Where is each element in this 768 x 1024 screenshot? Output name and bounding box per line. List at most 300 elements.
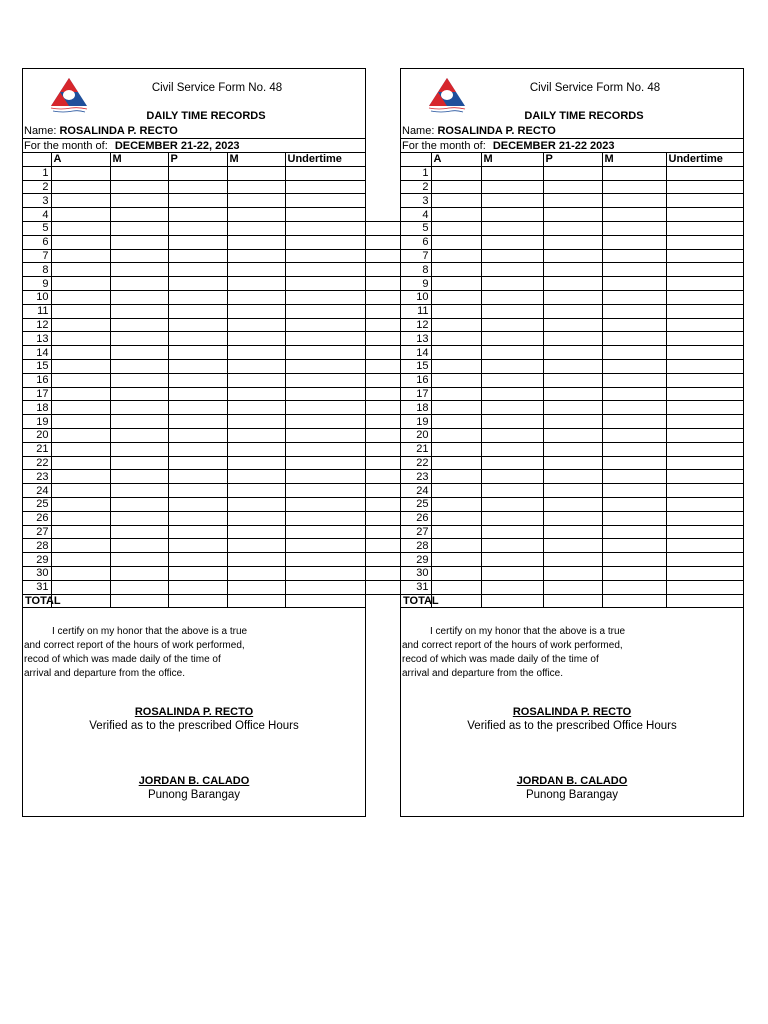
time-cell[interactable] [431,180,481,194]
time-cell[interactable] [543,428,602,442]
time-cell[interactable] [602,470,666,484]
time-cell[interactable] [431,484,481,498]
time-cell[interactable] [110,580,168,594]
time-cell[interactable] [227,484,285,498]
time-cell[interactable] [285,221,365,235]
time-cell[interactable] [481,442,543,456]
time-cell[interactable] [110,525,168,539]
time-cell[interactable] [431,346,481,360]
time-cell[interactable] [285,332,365,346]
time-cell[interactable] [666,525,743,539]
time-cell[interactable] [227,194,285,208]
time-cell[interactable] [431,511,481,525]
time-cell[interactable] [602,304,666,318]
time-cell[interactable] [168,525,227,539]
time-cell[interactable] [227,470,285,484]
time-cell[interactable] [227,290,285,304]
time-cell[interactable] [602,401,666,415]
time-cell[interactable] [110,470,168,484]
time-cell[interactable] [602,525,666,539]
time-cell[interactable] [168,553,227,567]
time-cell[interactable] [285,484,365,498]
time-cell[interactable] [51,580,110,594]
time-cell[interactable] [110,566,168,580]
time-cell[interactable] [431,318,481,332]
time-cell[interactable] [227,387,285,401]
time-cell[interactable] [666,180,743,194]
time-cell[interactable] [51,359,110,373]
time-cell[interactable] [666,208,743,222]
time-cell[interactable] [431,525,481,539]
time-cell[interactable] [110,346,168,360]
time-cell[interactable] [168,208,227,222]
time-cell[interactable] [51,539,110,553]
time-cell[interactable] [602,359,666,373]
time-cell[interactable] [481,525,543,539]
time-cell[interactable] [285,277,365,291]
time-cell[interactable] [481,387,543,401]
time-cell[interactable] [285,263,365,277]
time-cell[interactable] [168,194,227,208]
time-cell[interactable] [51,249,110,263]
time-cell[interactable] [110,511,168,525]
time-cell[interactable] [227,415,285,429]
time-cell[interactable] [51,566,110,580]
time-cell[interactable] [51,401,110,415]
time-cell[interactable] [431,166,481,180]
time-cell[interactable] [602,539,666,553]
time-cell[interactable] [602,497,666,511]
time-cell[interactable] [227,249,285,263]
time-cell[interactable] [543,511,602,525]
time-cell[interactable] [543,290,602,304]
time-cell[interactable] [51,387,110,401]
time-cell[interactable] [285,346,365,360]
time-cell[interactable] [666,332,743,346]
time-cell[interactable] [602,373,666,387]
time-cell[interactable] [543,221,602,235]
time-cell[interactable] [285,580,365,594]
time-cell[interactable] [602,194,666,208]
time-cell[interactable] [168,415,227,429]
time-cell[interactable] [431,221,481,235]
time-cell[interactable] [227,401,285,415]
time-cell[interactable] [51,180,110,194]
time-cell[interactable] [110,235,168,249]
time-cell[interactable] [285,566,365,580]
time-cell[interactable] [227,497,285,511]
time-cell[interactable] [168,373,227,387]
time-cell[interactable] [666,346,743,360]
time-cell[interactable] [666,401,743,415]
time-cell[interactable] [227,277,285,291]
time-cell[interactable] [51,235,110,249]
time-cell[interactable] [666,442,743,456]
time-cell[interactable] [543,194,602,208]
time-cell[interactable] [666,304,743,318]
time-cell[interactable] [227,428,285,442]
time-cell[interactable] [168,539,227,553]
time-cell[interactable] [227,346,285,360]
time-cell[interactable] [543,553,602,567]
time-cell[interactable] [543,359,602,373]
time-cell[interactable] [227,580,285,594]
time-cell[interactable] [543,180,602,194]
time-cell[interactable] [431,304,481,318]
time-cell[interactable] [110,484,168,498]
time-cell[interactable] [481,180,543,194]
time-cell[interactable] [431,553,481,567]
time-cell[interactable] [666,235,743,249]
time-cell[interactable] [168,456,227,470]
time-cell[interactable] [285,415,365,429]
time-cell[interactable] [110,263,168,277]
time-cell[interactable] [481,359,543,373]
time-cell[interactable] [168,290,227,304]
time-cell[interactable] [110,428,168,442]
time-cell[interactable] [227,208,285,222]
time-cell[interactable] [110,497,168,511]
time-cell[interactable] [543,208,602,222]
time-cell[interactable] [481,553,543,567]
time-cell[interactable] [431,208,481,222]
time-cell[interactable] [168,511,227,525]
time-cell[interactable] [666,373,743,387]
time-cell[interactable] [481,208,543,222]
time-cell[interactable] [110,304,168,318]
time-cell[interactable] [227,166,285,180]
time-cell[interactable] [168,359,227,373]
time-cell[interactable] [110,221,168,235]
time-cell[interactable] [602,235,666,249]
time-cell[interactable] [666,387,743,401]
time-cell[interactable] [227,442,285,456]
time-cell[interactable] [285,304,365,318]
time-cell[interactable] [431,442,481,456]
time-cell[interactable] [285,208,365,222]
time-cell[interactable] [543,346,602,360]
time-cell[interactable] [285,511,365,525]
time-cell[interactable] [227,553,285,567]
time-cell[interactable] [431,373,481,387]
time-cell[interactable] [543,387,602,401]
time-cell[interactable] [666,277,743,291]
time-cell[interactable] [602,290,666,304]
time-cell[interactable] [110,387,168,401]
time-cell[interactable] [168,428,227,442]
time-cell[interactable] [51,277,110,291]
time-cell[interactable] [481,290,543,304]
time-cell[interactable] [227,180,285,194]
time-cell[interactable] [168,470,227,484]
time-cell[interactable] [666,359,743,373]
time-cell[interactable] [110,401,168,415]
time-cell[interactable] [168,166,227,180]
time-cell[interactable] [110,180,168,194]
time-cell[interactable] [602,208,666,222]
time-cell[interactable] [431,415,481,429]
time-cell[interactable] [227,373,285,387]
time-cell[interactable] [110,539,168,553]
time-cell[interactable] [481,194,543,208]
time-cell[interactable] [481,235,543,249]
time-cell[interactable] [285,442,365,456]
time-cell[interactable] [543,373,602,387]
time-cell[interactable] [481,332,543,346]
time-cell[interactable] [602,580,666,594]
time-cell[interactable] [666,456,743,470]
time-cell[interactable] [666,497,743,511]
time-cell[interactable] [110,208,168,222]
time-cell[interactable] [51,346,110,360]
time-cell[interactable] [51,415,110,429]
time-cell[interactable] [285,525,365,539]
time-cell[interactable] [666,580,743,594]
time-cell[interactable] [51,263,110,277]
time-cell[interactable] [110,166,168,180]
time-cell[interactable] [543,442,602,456]
time-cell[interactable] [543,470,602,484]
time-cell[interactable] [285,456,365,470]
time-cell[interactable] [168,566,227,580]
time-cell[interactable] [666,553,743,567]
time-cell[interactable] [666,318,743,332]
time-cell[interactable] [543,318,602,332]
time-cell[interactable] [51,484,110,498]
time-cell[interactable] [543,456,602,470]
time-cell[interactable] [227,235,285,249]
time-cell[interactable] [431,249,481,263]
time-cell[interactable] [666,415,743,429]
time-cell[interactable] [110,456,168,470]
time-cell[interactable] [431,290,481,304]
time-cell[interactable] [431,428,481,442]
time-cell[interactable] [431,359,481,373]
time-cell[interactable] [168,346,227,360]
time-cell[interactable] [51,553,110,567]
time-cell[interactable] [602,484,666,498]
time-cell[interactable] [481,263,543,277]
time-cell[interactable] [431,332,481,346]
time-cell[interactable] [666,539,743,553]
time-cell[interactable] [481,511,543,525]
time-cell[interactable] [51,525,110,539]
time-cell[interactable] [227,318,285,332]
time-cell[interactable] [481,484,543,498]
time-cell[interactable] [602,221,666,235]
time-cell[interactable] [481,566,543,580]
time-cell[interactable] [602,332,666,346]
time-cell[interactable] [168,332,227,346]
time-cell[interactable] [168,221,227,235]
time-cell[interactable] [602,277,666,291]
time-cell[interactable] [666,194,743,208]
time-cell[interactable] [481,249,543,263]
time-cell[interactable] [602,387,666,401]
time-cell[interactable] [543,539,602,553]
time-cell[interactable] [110,359,168,373]
time-cell[interactable] [285,235,365,249]
time-cell[interactable] [602,566,666,580]
time-cell[interactable] [602,263,666,277]
time-cell[interactable] [285,180,365,194]
time-cell[interactable] [285,497,365,511]
time-cell[interactable] [110,373,168,387]
time-cell[interactable] [168,277,227,291]
time-cell[interactable] [227,221,285,235]
time-cell[interactable] [543,484,602,498]
time-cell[interactable] [543,249,602,263]
time-cell[interactable] [543,497,602,511]
time-cell[interactable] [481,580,543,594]
time-cell[interactable] [431,194,481,208]
time-cell[interactable] [110,290,168,304]
time-cell[interactable] [227,332,285,346]
time-cell[interactable] [285,318,365,332]
time-cell[interactable] [431,470,481,484]
time-cell[interactable] [481,318,543,332]
time-cell[interactable] [285,428,365,442]
time-cell[interactable] [481,415,543,429]
time-cell[interactable] [168,580,227,594]
time-cell[interactable] [481,428,543,442]
time-cell[interactable] [481,497,543,511]
time-cell[interactable] [481,346,543,360]
time-cell[interactable] [110,318,168,332]
time-cell[interactable] [168,442,227,456]
time-cell[interactable] [602,456,666,470]
time-cell[interactable] [110,277,168,291]
time-cell[interactable] [481,456,543,470]
time-cell[interactable] [51,373,110,387]
time-cell[interactable] [168,263,227,277]
time-cell[interactable] [481,373,543,387]
time-cell[interactable] [227,359,285,373]
time-cell[interactable] [431,580,481,594]
time-cell[interactable] [285,539,365,553]
time-cell[interactable] [431,277,481,291]
time-cell[interactable] [481,304,543,318]
time-cell[interactable] [168,235,227,249]
time-cell[interactable] [285,401,365,415]
time-cell[interactable] [51,304,110,318]
time-cell[interactable] [51,442,110,456]
time-cell[interactable] [481,221,543,235]
time-cell[interactable] [481,539,543,553]
time-cell[interactable] [168,401,227,415]
time-cell[interactable] [168,497,227,511]
time-cell[interactable] [602,415,666,429]
time-cell[interactable] [431,539,481,553]
time-cell[interactable] [543,277,602,291]
time-cell[interactable] [431,401,481,415]
time-cell[interactable] [168,318,227,332]
time-cell[interactable] [431,263,481,277]
time-cell[interactable] [51,456,110,470]
time-cell[interactable] [602,442,666,456]
time-cell[interactable] [285,194,365,208]
time-cell[interactable] [168,484,227,498]
time-cell[interactable] [51,194,110,208]
time-cell[interactable] [602,553,666,567]
time-cell[interactable] [110,415,168,429]
time-cell[interactable] [543,415,602,429]
time-cell[interactable] [227,525,285,539]
time-cell[interactable] [543,332,602,346]
time-cell[interactable] [168,249,227,263]
time-cell[interactable] [666,470,743,484]
time-cell[interactable] [543,166,602,180]
time-cell[interactable] [51,470,110,484]
time-cell[interactable] [481,401,543,415]
time-cell[interactable] [168,180,227,194]
time-cell[interactable] [666,263,743,277]
time-cell[interactable] [51,208,110,222]
time-cell[interactable] [227,539,285,553]
time-cell[interactable] [110,332,168,346]
time-cell[interactable] [110,194,168,208]
time-cell[interactable] [602,249,666,263]
time-cell[interactable] [602,318,666,332]
time-cell[interactable] [227,263,285,277]
time-cell[interactable] [110,553,168,567]
time-cell[interactable] [666,511,743,525]
time-cell[interactable] [481,277,543,291]
time-cell[interactable] [51,511,110,525]
time-cell[interactable] [431,387,481,401]
time-cell[interactable] [285,387,365,401]
time-cell[interactable] [227,511,285,525]
time-cell[interactable] [543,401,602,415]
time-cell[interactable] [431,497,481,511]
time-cell[interactable] [110,249,168,263]
time-cell[interactable] [168,387,227,401]
time-cell[interactable] [481,470,543,484]
time-cell[interactable] [602,166,666,180]
time-cell[interactable] [51,428,110,442]
time-cell[interactable] [431,456,481,470]
time-cell[interactable] [602,346,666,360]
time-cell[interactable] [666,166,743,180]
time-cell[interactable] [285,359,365,373]
time-cell[interactable] [666,290,743,304]
time-cell[interactable] [666,484,743,498]
time-cell[interactable] [666,249,743,263]
time-cell[interactable] [602,428,666,442]
time-cell[interactable] [543,525,602,539]
time-cell[interactable] [602,511,666,525]
time-cell[interactable] [51,290,110,304]
time-cell[interactable] [285,470,365,484]
time-cell[interactable] [666,428,743,442]
time-cell[interactable] [543,304,602,318]
time-cell[interactable] [51,497,110,511]
time-cell[interactable] [666,566,743,580]
time-cell[interactable] [227,456,285,470]
time-cell[interactable] [602,180,666,194]
time-cell[interactable] [543,566,602,580]
time-cell[interactable] [431,566,481,580]
time-cell[interactable] [285,290,365,304]
time-cell[interactable] [543,263,602,277]
time-cell[interactable] [168,304,227,318]
time-cell[interactable] [227,566,285,580]
time-cell[interactable] [285,553,365,567]
time-cell[interactable] [285,373,365,387]
time-cell[interactable] [666,221,743,235]
time-cell[interactable] [285,249,365,263]
time-cell[interactable] [481,166,543,180]
